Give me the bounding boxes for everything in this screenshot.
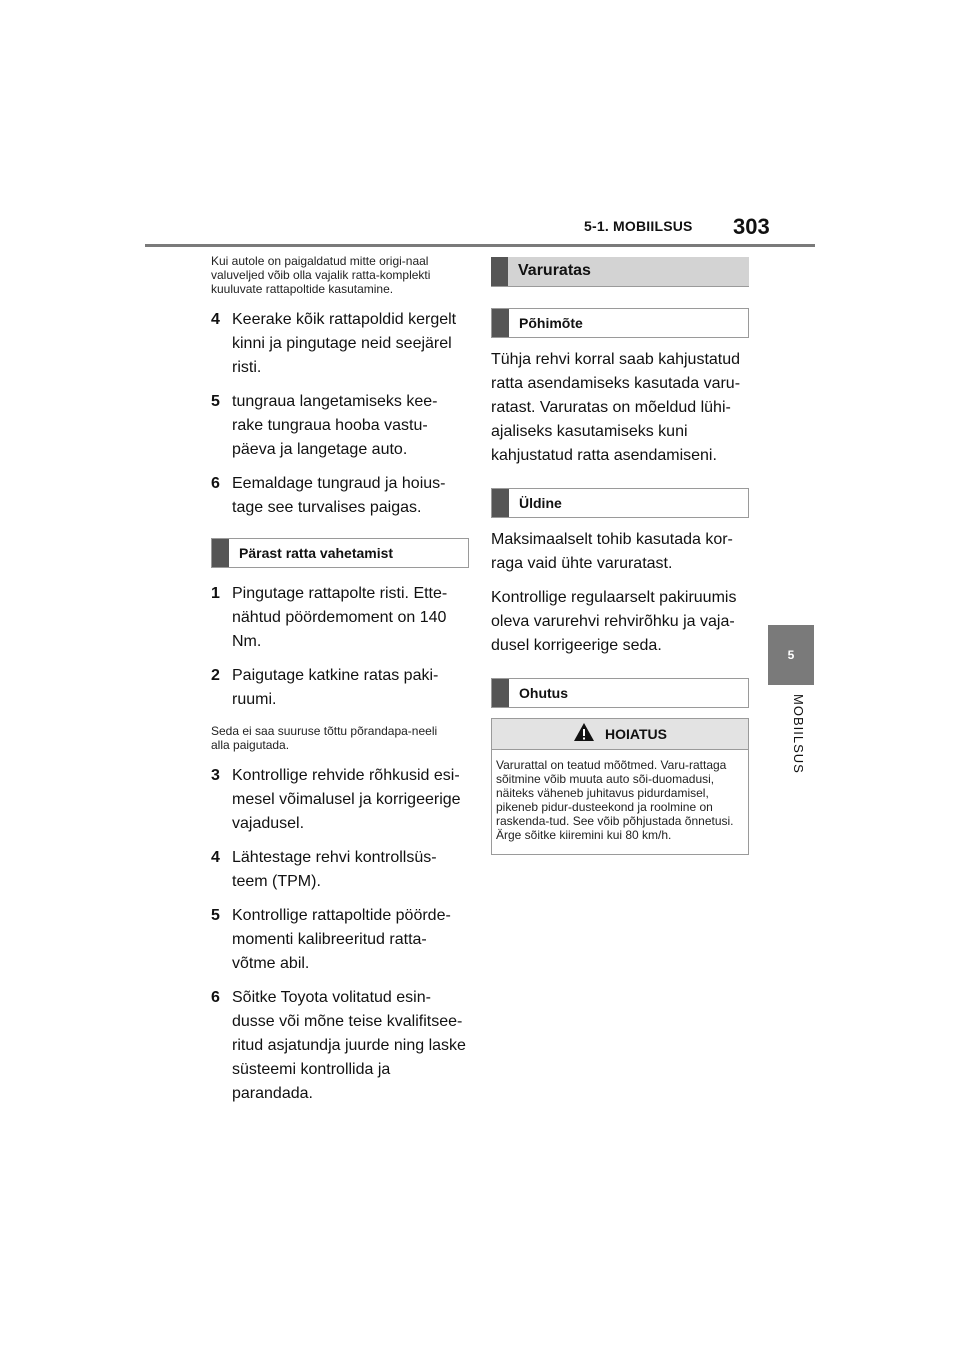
list-item: 4 Keerake kõik rattapoldid kergelt kinni ja pingutage neid seejärel risti. xyxy=(211,311,457,376)
section-title: 5-1. MOBIILSUS xyxy=(584,218,693,234)
paragraph-general-1: Maksimaalselt tohib kasutada kor-raga vaid ühte varuratast. xyxy=(491,531,733,572)
list-item: 1 Pingutage rattapolte risti. Ette-nähtud pöördemoment on 140 Nm. xyxy=(211,585,448,650)
note-rims: Kui autole on paigaldatud mitte origi-naal valuveljed võib olla vajalik ratta-komplekti kuuluvate rattapoltide kasutamine. xyxy=(211,254,431,296)
list-item: 4 Lähtestage rehvi kontrollsüs-teem (TPM). xyxy=(211,849,437,890)
chapter-tab-number: 5 xyxy=(787,648,795,662)
page-number: 303 xyxy=(733,214,770,239)
list-item: 2 Paigutage katkine ratas paki-ruumi. xyxy=(211,667,439,708)
chapter-tab xyxy=(768,625,814,685)
header-divider xyxy=(145,244,815,247)
right-column xyxy=(491,257,751,855)
warning-box xyxy=(491,718,749,855)
main-heading-spare-wheel: Varuratas xyxy=(491,257,749,287)
paragraph-general-2: Kontrollige regulaarselt pakiruumis oleva varurehvi rehvirõhku ja vaja-dusel korrigeerige seda. xyxy=(491,589,737,654)
warning-header xyxy=(492,719,748,750)
list-item: 6 Eemaldage tungraud ja hoius-tage see turvalises paigas. xyxy=(211,475,446,516)
left-column xyxy=(211,254,471,1116)
list-item: 6 Sõitke Toyota volitatud esin-dusse või mõne teise kvalifitsee-ritud asjatundja juurde ning laske süsteemi kontrollida ja parandada. xyxy=(211,989,466,1102)
list-item: 5 Kontrollige rattapoltide pöörde-momenti kalibreeritud ratta-võtme abil. xyxy=(211,907,451,972)
warning-title: HOIATUS xyxy=(605,726,667,742)
chapter-tab-label: MOBIILSUS xyxy=(791,694,806,774)
section-header-general: Üldine xyxy=(491,488,749,518)
section-header-after-change: Pärast ratta vahetamist xyxy=(211,538,469,568)
paragraph-principle: Tühja rehvi korral saab kahjustatud ratta asendamiseks kasutada varu-ratast. Varuratas on mõeldud lühi-ajaliseks kasutamiseks kuni kahjustatud ratta asendamiseni. xyxy=(491,351,741,464)
section-header-safety: Ohutus xyxy=(491,678,749,708)
list-item: 5 tungraua langetamiseks kee-rake tungraua hooba vastu-päeva ja langetage auto. xyxy=(211,393,438,458)
steps-list-b xyxy=(211,582,471,712)
note-floor-panel: Seda ei saa suuruse tõttu põrandapa-neeli alla paigutada. xyxy=(211,724,438,752)
list-item: 3 Kontrollige rehvide rõhkusid esi-mesel võimalusel ja korrigeerige vajadusel. xyxy=(211,767,461,832)
steps-list-c xyxy=(211,764,471,1106)
section-header-principle: Põhimõte xyxy=(491,308,749,338)
steps-list-a xyxy=(211,308,471,520)
warning-text: Varurattal on teatud mõõtmed. Varu-rattaga sõitmine võib muuta auto sõi-duomadusi, näiteks väheneb juhitavus pidurdamisel, pikeneb pidur-dusteekond ja roolmine on raskenda-tud. See võib põhjustada õnnetusi. Ärge sõitke kiiremini kui 80 km/h. xyxy=(496,758,734,842)
warning-triangle-icon xyxy=(573,722,595,747)
